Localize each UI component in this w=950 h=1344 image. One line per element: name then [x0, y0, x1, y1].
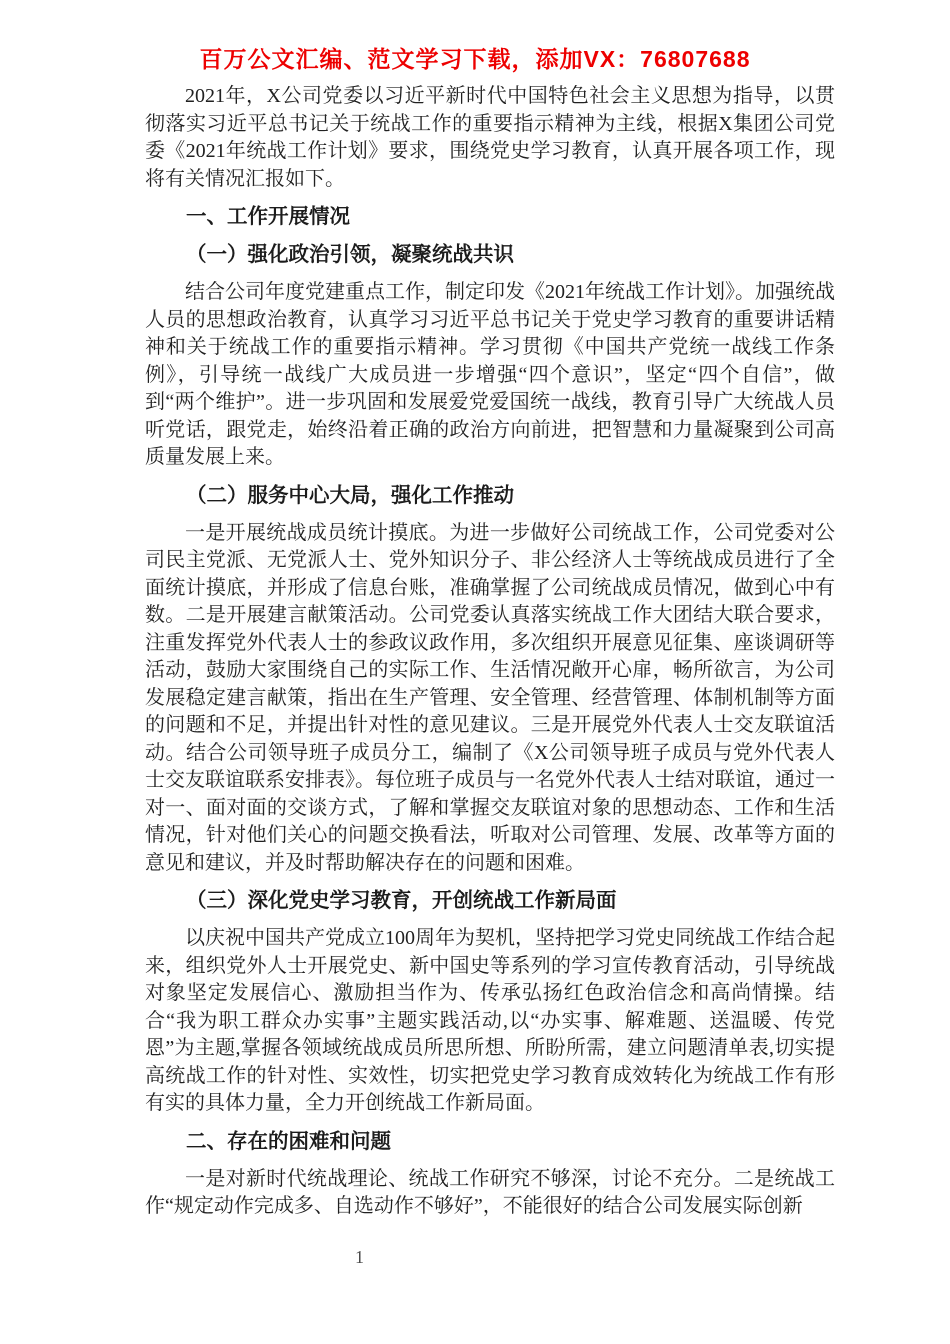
promo-banner-text: 百万公文汇编、范文学习下载，添加VX：76807688	[199, 46, 751, 72]
paragraph-party-history-education: 以庆祝中国共产党成立100周年为契机，坚持把学习党史同统战工作结合起来，组织党外人士开展党史、新中国史等系列的学习宣传教育活动，引导统战对象坚定发展信心、激励担当作为、传承弘扬红色政治信念和高尚情操。结合“我为职工群众办实事”主题实践活动,以“办实事、解难题、送温暖、传党恩”为主题,掌握各领域统战成员所思所想、所盼所需，建立问题清单表,切实提高统战工作的针对性、实效性，切实把党史学习教育成效转化为统战工作有形有实的具体力量，全力开创统战工作新局面。	[145, 927, 835, 1114]
paragraph-political-leading: 结合公司年度党建重点工作，制定印发《2021年统战工作计划》。加强统战人员的思想政治教育，认真学习习近平总书记关于党史学习教育的重要讲话精神和关于统战工作的重要指示精神。学习贯彻《中国共产党统一战线工作条例》，引导统一战线广大成员进一步增强“四个意识”，坚定“四个自信”，做到“两个维护”。进一步巩固和发展爱党爱国统一战线，教育引导广大统战人员听党话，跟党走，始终沿着正确的政治方向前进，把智慧和力量凝聚到公司高质量发展上来。	[145, 281, 835, 468]
heading-section-difficulties: 二、存在的困难和问题	[186, 1129, 391, 1153]
heading-section-work-progress: 一、工作开展情况	[186, 205, 350, 228]
heading-sub-party-history-education: （三）深化党史学习教育，开创统战工作新局面	[186, 889, 617, 912]
page-number: 1	[355, 1247, 364, 1267]
document-body	[145, 83, 835, 1221]
paragraph-serve-overall: 一是开展统战成员统计摸底。为进一步做好公司统战工作，公司党委对公司民主党派、无党派人士、党外知识分子、非公经济人士等统战成员进行了全面统计摸底，并形成了信息台账，准确掌握了公司统战成员情况，做到心中有数。二是开展建言献策活动。公司党委认真落实统战工作大团结大联合要求，注重发挥党外代表人士的参政议政作用，多次组织开展意见征集、座谈调研等活动，鼓励大家围绕自己的实际工作、生活情况敞开心扉，畅所欲言，为公司发展稳定建言献策，指出在生产管理、安全管理、经营管理、体制机制等方面的问题和不足，并提出针对性的意见建议。三是开展党外代表人士交友联谊活动。结合公司领导班子成员分工，编制了《X公司领导班子成员与党外代表人士交友联谊联系安排表》。每位班子成员与一名党外代表人士结对联谊，通过一对一、面对面的交谈方式，了解和掌握交友联谊对象的思想动态、工作和生活情况，针对他们关心的问题交换看法，听取对公司管理、发展、改革等方面的意见和建议，并及时帮助解决存在的问题和困难。	[145, 521, 835, 874]
paragraph-difficulties: 一是对新时代统战理论、统战工作研究不够深，讨论不充分。二是统战工作“规定动作完成多、自选动作不够好”，不能很好的结合公司发展实际创新	[145, 1167, 835, 1217]
heading-sub-serve-overall: （二）服务中心大局，强化工作推动	[186, 483, 514, 507]
heading-sub-political-leading: （一）强化政治引领，凝聚统战共识	[186, 243, 514, 266]
paragraph-intro: 2021年，X公司党委以习近平新时代中国特色社会主义思想为指导，以贯彻落实习近平总书记关于统战工作的重要指示精神为主线，根据X集团公司党委《2021年统战工作计划》要求，围绕党史学习教育，认真开展各项工作，现将有关情况汇报如下。	[145, 85, 835, 190]
